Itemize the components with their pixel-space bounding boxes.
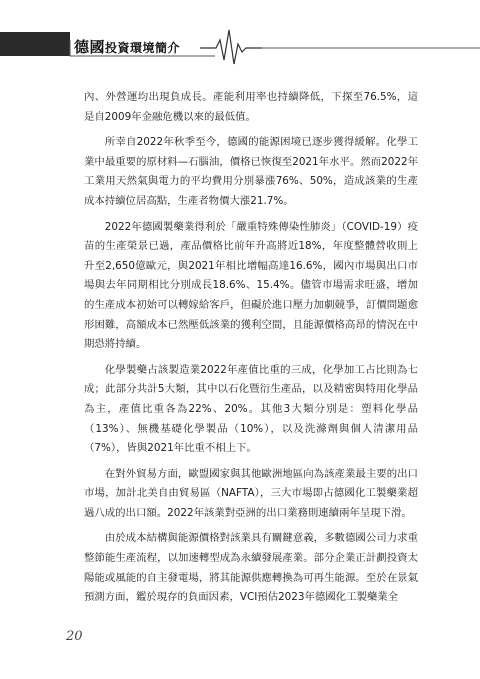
paragraph-4: 化學製藥占該製造業2022年產值比重的三成，化學加工占比則為七成；此部分共計5大類，其中以石化暨衍生產品，以及精密與特用化學品為主，產值比重各為22%、20%。其他3大類分別是：塑料化學品（13%）、無機基礎化學製品（10%），以及洗滌劑與個人清潔用品（7%），皆與2021年比重不相上下。 [84,363,418,455]
header-waveform [200,30,262,64]
page-body [84,88,418,614]
header-title [74,36,180,57]
header-title-country: 德國 [74,38,106,56]
paragraph-1: 內、外營運均出現負成長。產能利用率也持續降低，下探至76.5%，這是自2009年金融危機以來的最低值。 [84,91,418,123]
header-decoration [0,0,480,70]
header-left-bar [0,32,70,56]
paragraph-5: 在對外貿易方面，歐盟國家與其他歐洲地區向為該產業最主要的出口市場，加計北美自由貿易區（NAFTA），三大市場即占德國化工製藥業超過八成的出口額。2022年該業對亞洲的出口業務則連續兩年呈現下滑。 [84,467,418,519]
page-number: 20 [66,629,83,644]
page-header [0,0,480,70]
paragraph-3: 2022年德國製藥業得利於「嚴重特殊傳染性肺炎」（COVID-19）疫苗的生產榮景已過，產品價格比前年升高將近18%，年度整體營收則上升至2,650億歐元，與2021年相比增幅高達16.6%，國內市場與出口市場與去年同期相比分別成長18.6%、15.4%。儘管市場需求旺盛，增加的生產成本初始可以轉嫁給客戶，但礙於進口壓力加劇競爭，訂價問題愈形困難，高額成本已然壓低該業的獲利空間，且能源價格高昂的情況在中期恐將持續。 [84,220,418,351]
paragraph-2: 所幸自2022年秋季至今，德國的能源困境已逐步獲得緩解。化學工業中最重要的原材料—石腦油，價格已恢復至2021年水平。然而2022年工業用天然氣與電力的平均費用分別暴漲76%、50%，造成該業的生產成本持續位居高點，生產者物價大漲21.7%。 [84,136,418,207]
header-title-subtitle: 投資環境簡介 [105,41,181,55]
paragraph-6: 由於成本結構與能源價格對該業具有關鍵意義，多數德國公司力求重整節能生產流程，以加速轉型成為永續發展產業。部分企業正計劃投資太陽能或風能的自主發電場，將其能源供應轉換為可再生能源。至於在景氣預測方面，鑑於現存的負面因素，VCI預估2023年德國化工製藥業全 [84,532,418,604]
